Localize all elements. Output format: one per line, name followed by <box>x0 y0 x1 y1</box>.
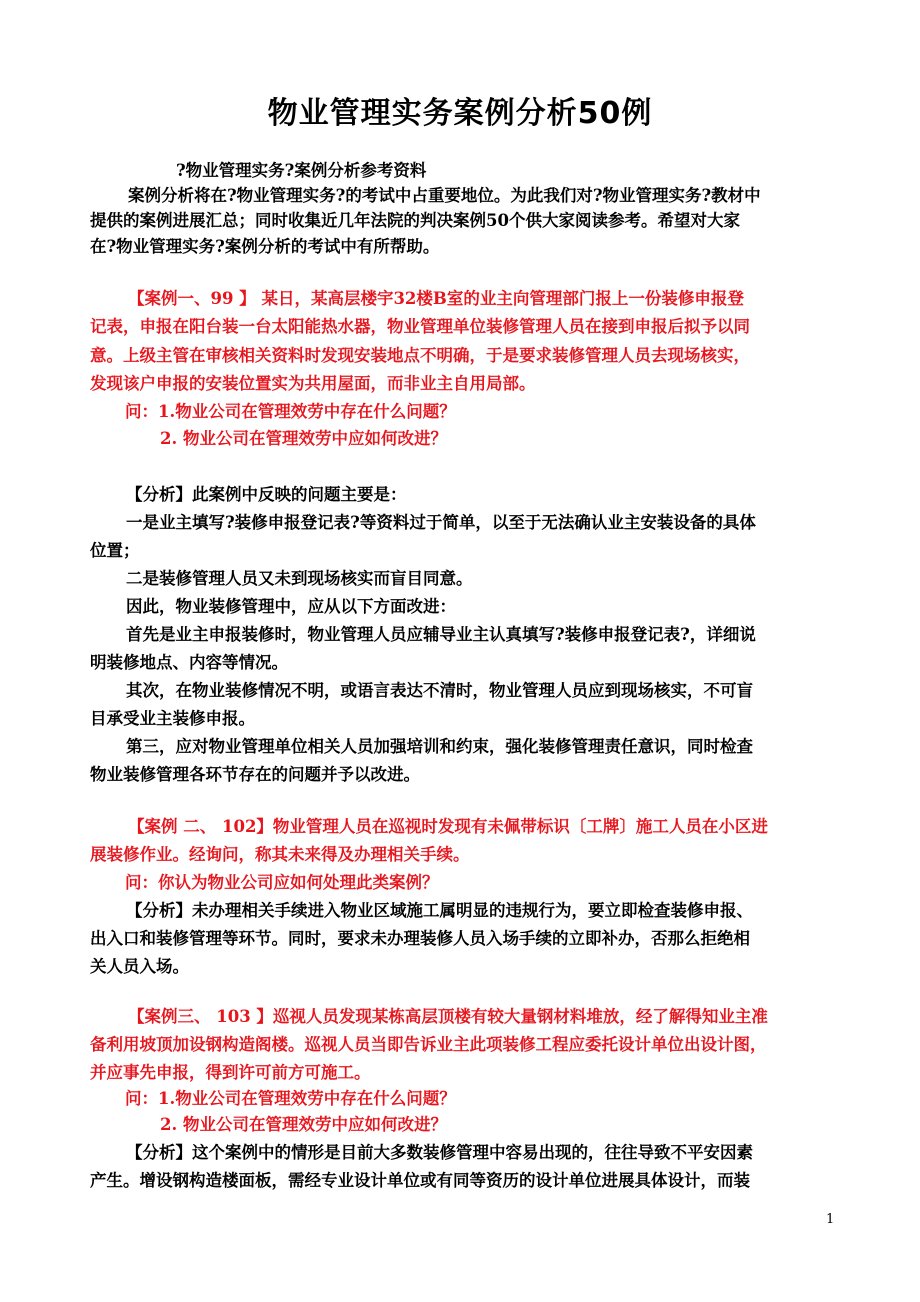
case1-text: 发现该户申报的安装位置实为共用屋面，而非业主自用局部。 <box>90 374 536 393</box>
case1-analysis: 明装修地点、内容等情况。 <box>90 653 288 672</box>
page-number: 1 <box>826 1212 835 1227</box>
case3-question-2: 2. 物业公司在管理效劳中应如何改进？ <box>160 1115 447 1134</box>
case1-analysis: 第三，应对物业管理单位相关人员加强培训和约束，强化装修管理责任意识，同时检查 <box>126 737 753 756</box>
case2-text: 【案例 二、 102】物业管理人员在巡视时发现有未佩带标识〔工牌〕施工人员在小区进 <box>128 817 768 836</box>
case3-text: 备利用坡顶加设钢构造阁楼。巡视人员当即告诉业主此项装修工程应委托设计单位出设计图， <box>90 1035 767 1054</box>
case1-analysis: 一是业主填写?装修申报登记表?等资料过于简单，以至于无法确认业主安装设备的具体 <box>126 513 756 532</box>
case3-analysis: 【分析】这个案例中的情形是目前大多数装修管理中容易出现的，往往导致不平安因素 <box>126 1143 753 1162</box>
case1-question-1: 问：1.物业公司在管理效劳中存在什么问题？ <box>125 402 456 421</box>
case3-text: 并应事先申报，得到许可前方可施工。 <box>90 1063 371 1082</box>
case3-question-1: 问：1.物业公司在管理效劳中存在什么问题？ <box>125 1089 456 1108</box>
case2-analysis: 关人员入场。 <box>90 957 189 976</box>
case2-question: 问：你认为物业公司应如何处理此类案例？ <box>125 873 439 892</box>
case1-analysis: 目承受业主装修申报。 <box>90 709 255 728</box>
case1-question-2: 2. 物业公司在管理效劳中应如何改进？ <box>160 429 447 448</box>
case2-analysis: 出入口和装修管理等环节。同时，要求未办理装修人员入场手续的立即补办，否那么拒绝相 <box>90 929 750 948</box>
case3-analysis: 产生。增设钢构造楼面板，需经专业设计单位或有同等资历的设计单位进展具体设计，而装 <box>90 1171 750 1190</box>
case1-analysis: 二是装修管理人员又未到现场核实而盲目同意。 <box>126 569 473 588</box>
document-title: 物业管理实务案例分析50例 <box>267 96 653 131</box>
case1-text: 记表，申报在阳台装一台太阳能热水器，物业管理单位装修管理人员在接到申报后拟予以同 <box>90 317 750 336</box>
case1-analysis: 因此，物业装修管理中，应从以下方面改进： <box>126 597 456 616</box>
case2-text: 展装修作业。经询问，称其未来得及办理相关手续。 <box>90 845 470 864</box>
case3-text: 【案例三、 103 】巡视人员发现某栋高层顶楼有较大量钢材料堆放，经了解得知业主准 <box>128 1007 768 1026</box>
case2-analysis: 【分析】未办理相关手续进入物业区域施工属明显的违规行为，要立即检查装修申报、 <box>126 901 753 920</box>
case1-analysis: 首先是业主申报装修时，物业管理人员应辅导业主认真填写?装修申报登记表?，详细说 <box>126 625 756 644</box>
intro-line: 案例分析将在?物业管理实务?的考试中占重要地位。为此我们对?物业管理实务?教材中 <box>128 186 761 205</box>
case1-analysis: 【分析】此案例中反映的问题主要是： <box>126 485 407 504</box>
intro-line: 提供的案例进展汇总；同时收集近几年法院的判决案例50个供大家阅读参考。希望对大家 <box>90 211 740 230</box>
case1-text: 【案例一、99 】 某日，某高层楼宇32楼B室的业主向管理部门报上一份装修申报登 <box>128 289 744 308</box>
case1-analysis: 其次，在物业装修情况不明，或语言表达不清时，物业管理人员应到现场核实，不可盲 <box>126 681 753 700</box>
intro-subtitle: ?物业管理实务?案例分析参考资料 <box>176 161 427 180</box>
intro-line: 在?物业管理实务?案例分析的考试中有所帮助。 <box>90 237 440 256</box>
case1-analysis: 位置； <box>90 541 140 560</box>
case1-text: 意。上级主管在审核相关资料时发现安装地点不明确，于是要求装修管理人员去现场核实， <box>90 346 750 365</box>
case1-analysis: 物业装修管理各环节存在的问题并予以改进。 <box>90 765 420 784</box>
